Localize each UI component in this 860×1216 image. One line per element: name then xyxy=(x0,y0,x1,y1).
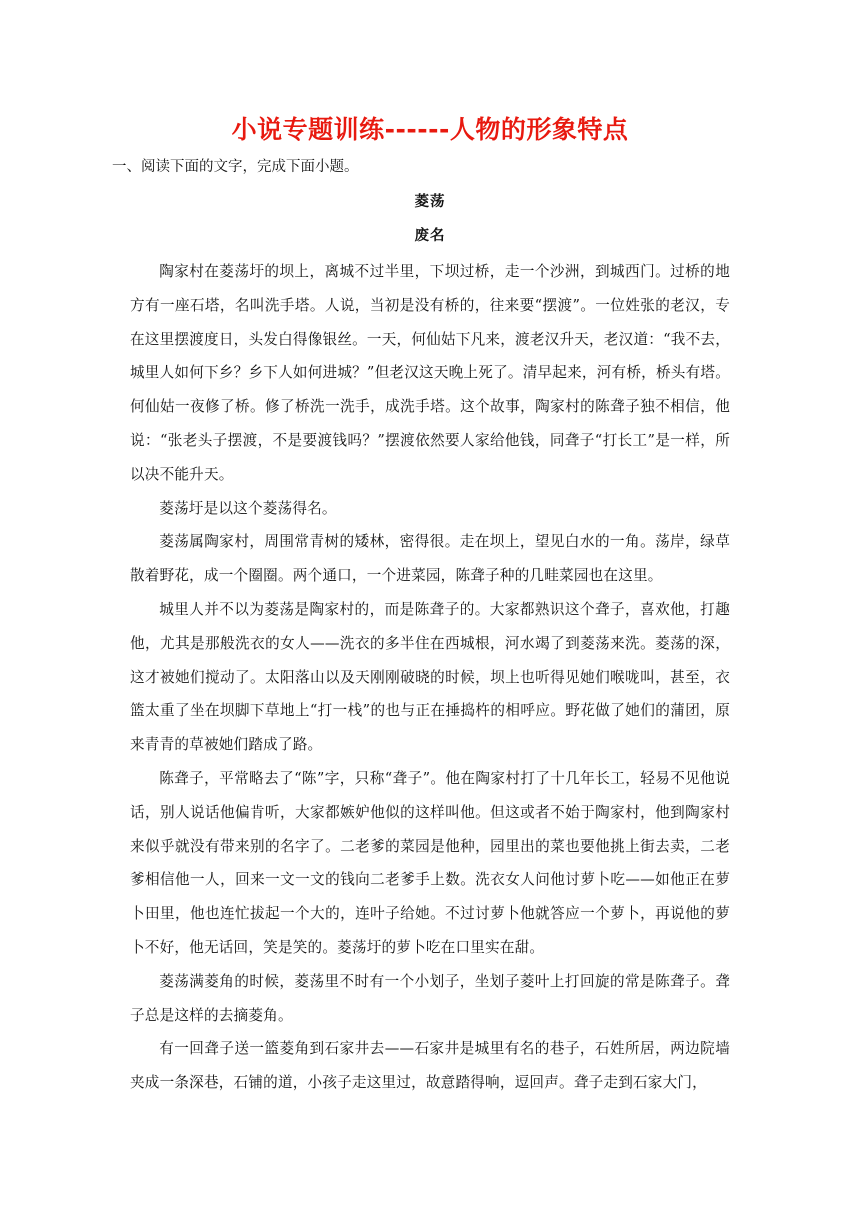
document-title: 小说专题训练------人物的形象特点 xyxy=(231,115,629,144)
story-paragraph: 有一回聋子送一篮菱角到石家井去——石家井是城里有名的巷子，石姓所居，两边院墙夹成一条深巷，石铺的道，小孩子走这里过，故意踏得响，逗回声。聋子走到石家大门， xyxy=(130,1040,730,1092)
story-paragraph: 陶家村在菱荡圩的坝上，离城不过半里，下坝过桥，走一个沙洲，到城西门。过桥的地方有一座石塔，名叫洗手塔。人说，当初是没有桥的，往来要“摆渡”。一位姓张的老汉，专在这里摆渡度日，头发白得像银丝。一天，何仙姑下凡来，渡老汉升天，老汉道：“我不去，城里人如何下乡？乡下人如何进城？”但老汉这天晚上死了。清早起来，河有桥，桥头有塔。何仙姑一夜修了桥。修了桥洗一洗手，成洗手塔。这个故事，陶家村的陈聋子独不相信，他说：“张老头子摆渡，不是要渡钱吗？”摆渡依然要人家给他钱，同聋子“打长工”是一样，所以决不能升天。 xyxy=(130,263,730,483)
question-intro: 一、阅读下面的文字，完成下面小题。 xyxy=(112,159,359,175)
story-paragraph: 城里人并不以为菱荡是陶家村的，而是陈聋子的。大家都熟识这个聋子，喜欢他，打趣他，尤其是那般洗衣的女人——洗衣的多半住在西城根，河水竭了到菱荡来洗。菱荡的深，这才被她们搅动了。太阳落山以及天刚刚破晓的时候，坝上也听得见她们喉咙叫，甚至，衣篮太重了坐在坝脚下草地上“打一栈”的也与正在捶捣杵的相呼应。野花做了她们的蒲团，原来青青的草被她们踏成了路。 xyxy=(130,600,730,754)
story-paragraph: 菱荡满菱角的时候，菱荡里不时有一个小划子，坐划子菱叶上打回旋的常是陈聋子。聋子总是这样的去摘菱角。 xyxy=(130,972,730,1024)
story-author: 废名 xyxy=(414,227,446,244)
story-body xyxy=(130,255,730,1100)
story-paragraph: 陈聋子，平常略去了“陈”字，只称“聋子”。他在陶家村打了十几年长工，轻易不见他说话，别人说话他偏肯听，大家都嫉妒他似的这样叫他。但这或者不始于陶家村，他到陶家村来似乎就没有带来别的名字了。二老爹的菜园是他种，园里出的菜也要他挑上街去卖，二老爹相信他一人，回来一文一文的钱向二老爹手上数。洗衣女人问他讨萝卜吃——如他正在萝卜田里，他也连忙拔起一个大的，连叶子给她。不过讨萝卜他就答应一个萝卜，再说他的萝卜不好，他无话回，笑是笑的。菱荡圩的萝卜吃在口里实在甜。 xyxy=(130,769,730,956)
story-paragraph: 菱荡圩是以这个菱荡得名。 xyxy=(159,499,337,517)
story-title: 菱荡 xyxy=(414,193,446,210)
story-paragraph: 菱荡属陶家村，周围常青树的矮林，密得很。走在坝上，望见白水的一角。荡岸，绿草散着野花，成一个圈圈。两个通口，一个进菜园，陈聋子种的几畦菜园也在这里。 xyxy=(130,533,730,585)
